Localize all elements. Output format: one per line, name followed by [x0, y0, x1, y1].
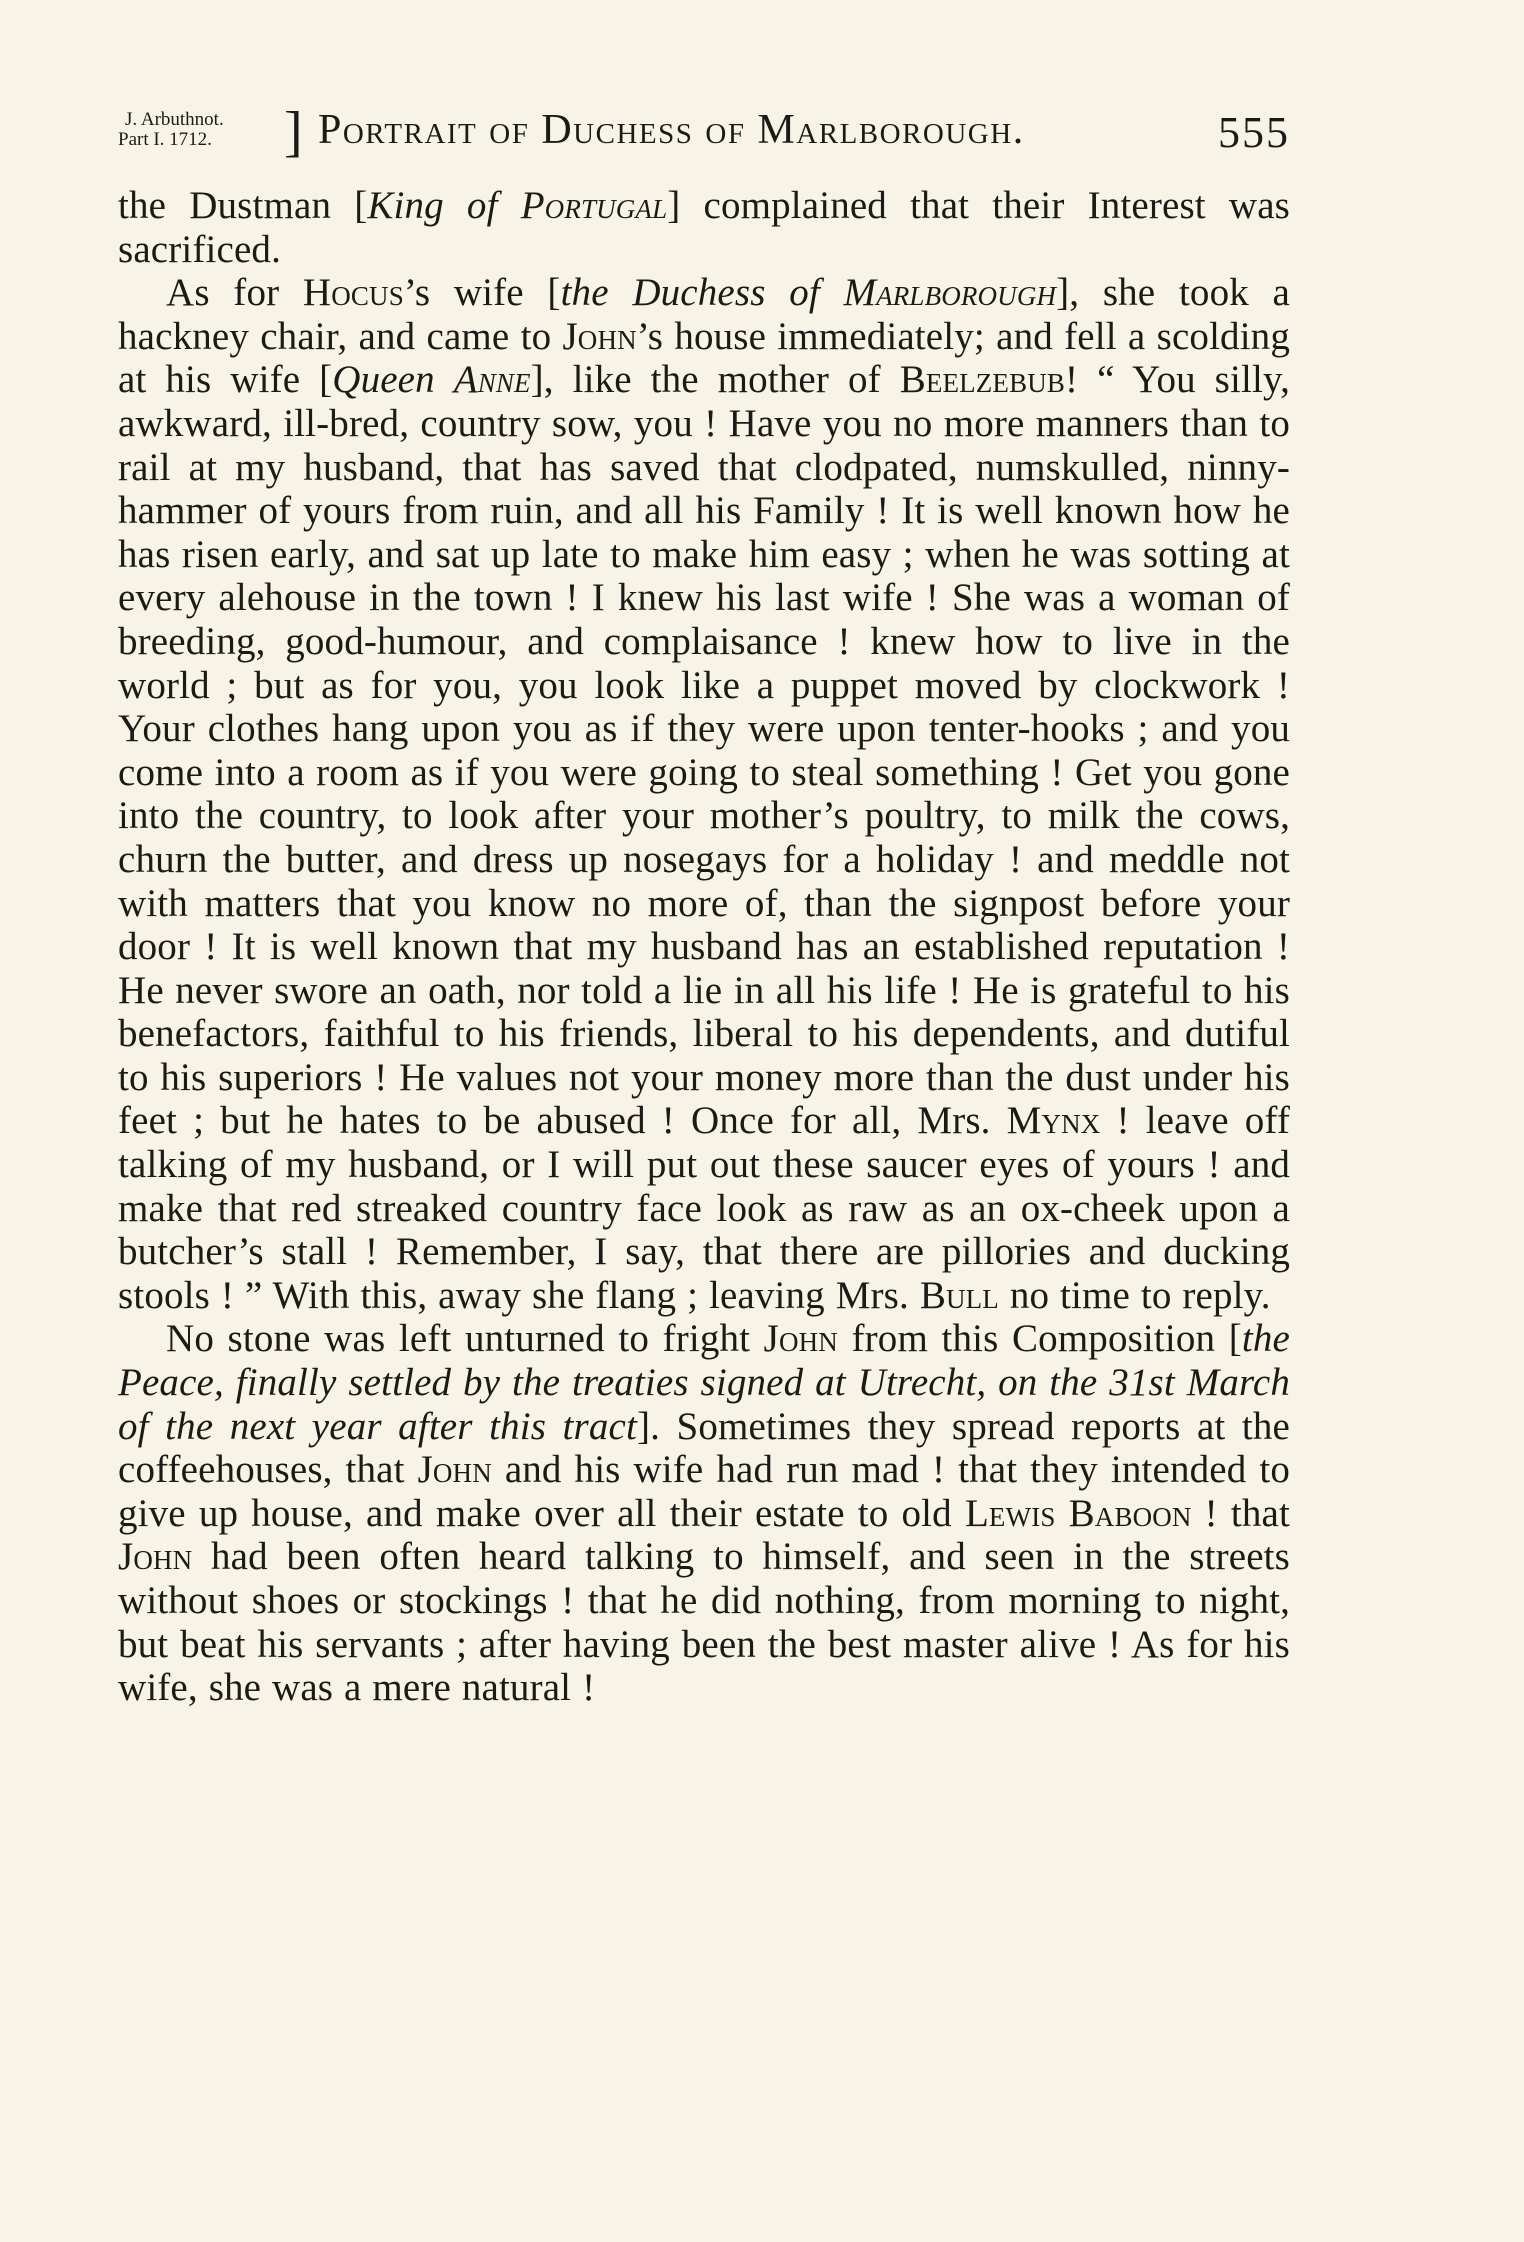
italic-run: Anne [453, 358, 531, 402]
small-caps-run: Mynx [1006, 1099, 1101, 1143]
text-run: ’s house immediately; and fell a scolding at his wife [ [118, 314, 1290, 402]
small-caps-run: Hocus [302, 271, 404, 315]
small-caps-run: Bull [919, 1273, 999, 1317]
side-note-bracket: ] [284, 101, 303, 163]
text-run: No stone was left unturned to fright [166, 1317, 764, 1361]
text-run: ], like the mother of [530, 358, 900, 402]
side-note-author: J. Arbuthnot. [125, 109, 224, 130]
page-number: 555 [1218, 108, 1290, 157]
small-caps-run: John [763, 1317, 838, 1361]
text-run: ! leave off talking of my husband, or I will put out these saucer eyes of yours ! and make that red streaked country face look as raw as an ox-cheek upon a butcher’s stall ! Remember, I say, that there are pillories and ducking stools ! ” With this, away she flang ; leaving Mrs. [118, 1099, 1291, 1317]
text-run: and his wife had run mad ! that they intended to give up house, and make over all their estate to old [118, 1448, 1290, 1535]
body-text [118, 184, 1290, 1710]
text-run: the Dustman [ [118, 184, 368, 227]
small-caps-run: Beelzebub [899, 358, 1066, 402]
italic-run: the Peace, finally settled by the treaties signed at Utrecht, on the 31st March of the next year after this tract [118, 1317, 1290, 1448]
book-page [118, 102, 1290, 1710]
paragraph [118, 271, 1290, 1317]
small-caps-run: John [417, 1448, 492, 1492]
small-caps-run: John [562, 314, 637, 358]
text-run: ’s wife [ [403, 271, 561, 315]
text-run: ], she took a hackney chair, and came to [118, 271, 1291, 358]
running-title: Portrait of Duchess of Marlborough. [318, 107, 1025, 153]
small-caps-run: John [118, 1535, 193, 1579]
side-note-part-year: Part I. 1712. [118, 129, 212, 150]
text-run: no time to reply. [998, 1273, 1271, 1317]
text-run: ! that [1191, 1491, 1291, 1535]
author-side-note [118, 101, 303, 163]
italic-run: Portugal [520, 184, 668, 227]
text-run: ]. Sometimes they spread reports at the coffeehouses, that [118, 1404, 1290, 1492]
small-caps-run: Lewis Baboon [964, 1491, 1192, 1535]
italic-run: Marlborough [843, 271, 1057, 315]
italic-run: the Duchess of [560, 271, 844, 315]
paragraph [118, 184, 1290, 271]
text-run: As for [166, 271, 303, 315]
paragraph [118, 1317, 1290, 1709]
text-run: ! “ You silly, awkward, ill-bred, country sow, you ! Have you no more manners than to rail at my husband, that has saved that clodpated, numskulled, ninny-hammer of yours from ruin, and all his Family ! It is well known how he has risen early, and sat up late to make him easy ; when he was sotting at every alehouse in the town ! I knew his last wife ! She was a woman of breeding, good-humour, and complaisance ! knew how to live in the world ; but as for you, you look like a puppet moved by clockwork ! Your clothes hang upon you as if they were upon tenter-hooks ; and you come into a room as if you were going to steal something ! Get you gone into the country, to look after your mother’s poultry, to milk the cows, churn the butter, and dress up nosegays for a holiday ! and meddle not with matters that you know no more of, than the signpost before your door ! It is well known that my husband has an established reputation ! He never swore an oath, nor told a lie in all his life ! He is grateful to his benefactors, faithful to his friends, liberal to his dependents, and dutiful to his superiors ! He values not your money more than the dust under his feet ; but he hates to be abused ! Once for all, Mrs. [118, 358, 1290, 1143]
text-run: had been often heard talking to himself, and seen in the streets without shoes or stockings ! that he did nothing, from morning to night, but beat his servants ; after having been the best master alive ! As for his wife, she was a mere natural ! [118, 1535, 1290, 1710]
page-header [118, 102, 1290, 164]
text-run: ] complained that their Interest was sacrificed. [118, 184, 1290, 271]
italic-run: Queen [332, 358, 454, 402]
italic-run: King of [367, 184, 521, 227]
text-run: from this Composition [ [837, 1317, 1242, 1361]
